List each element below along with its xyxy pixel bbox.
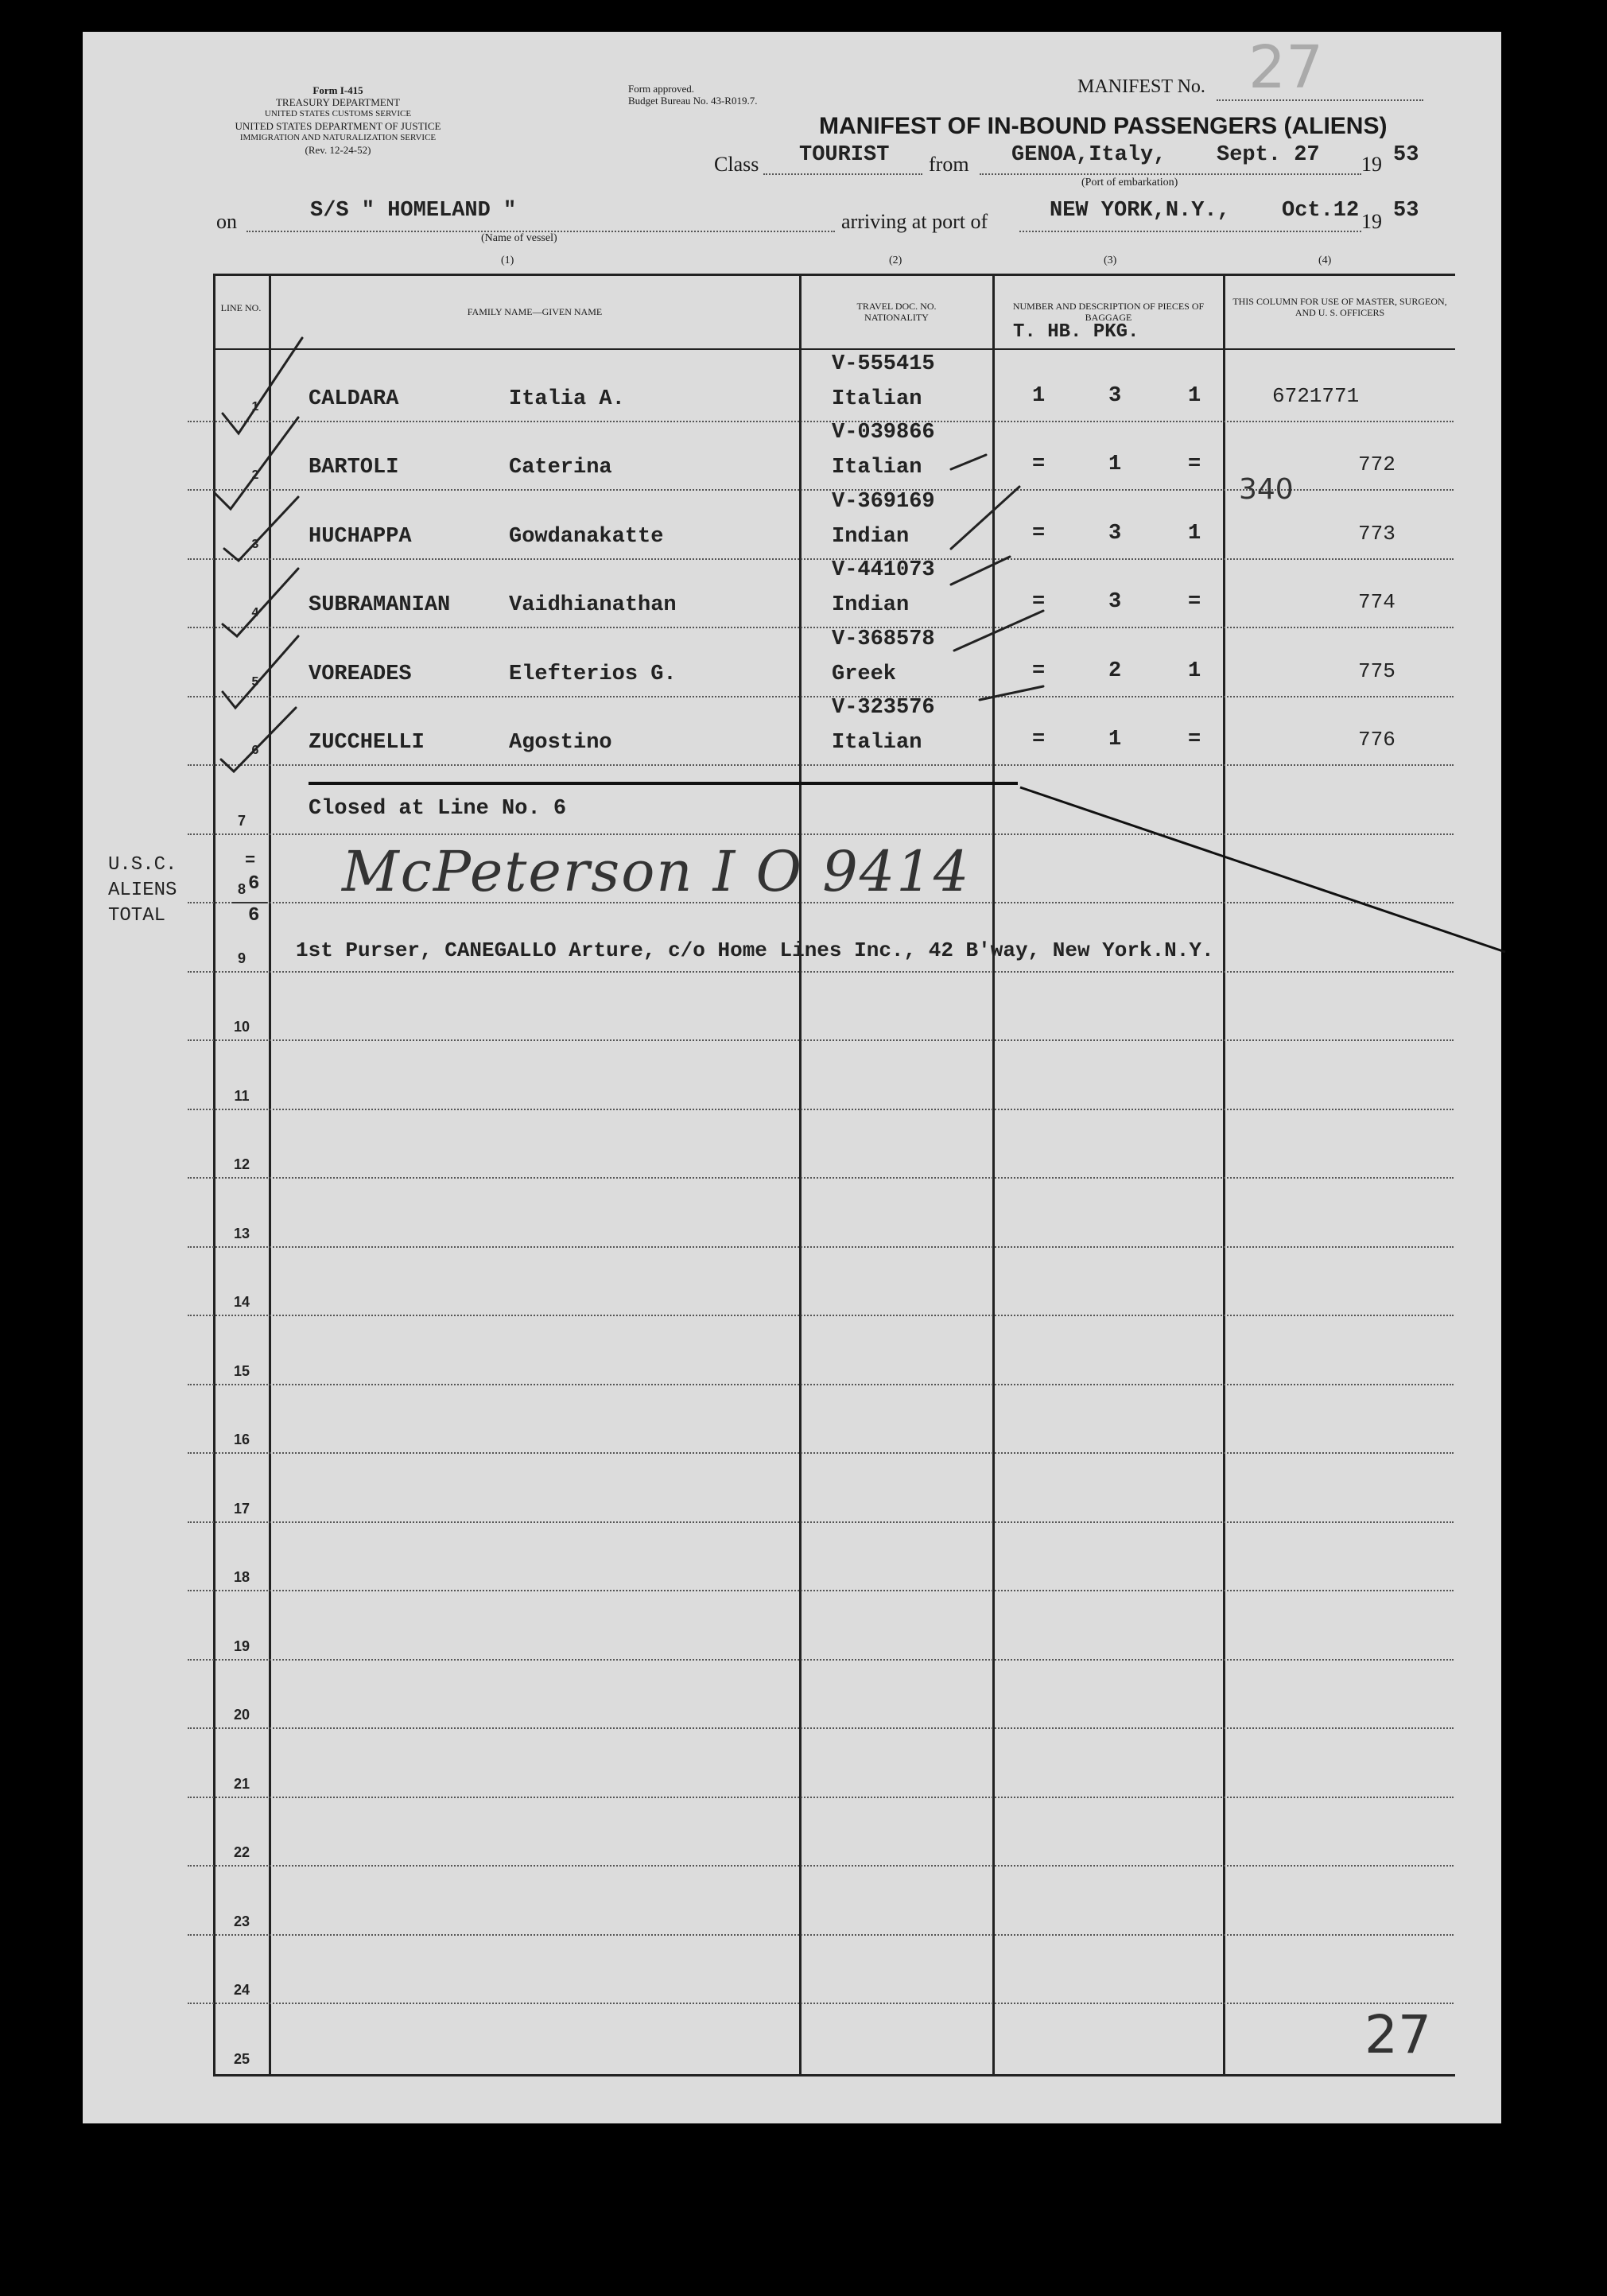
baggage-t: = [1032, 658, 1046, 683]
passenger-given-name: Italia A. [509, 387, 625, 411]
baggage-t: = [1032, 728, 1046, 752]
top-page-number-hand: 27 [1248, 33, 1324, 102]
from-value: GENOA,Italy, [1011, 143, 1166, 167]
nationality: Italian [832, 456, 922, 480]
diagonal-slash [1020, 787, 1505, 952]
line-number: 10 [233, 1019, 250, 1035]
travel-doc-number: V-368578 [832, 627, 935, 651]
baggage-pkg: 1 [1188, 658, 1201, 683]
officer-use-number: 776 [1358, 728, 1395, 752]
margin-aliens: ALIENS [108, 880, 177, 901]
vessel-note: (Name of vessel) [481, 232, 557, 244]
port-note: (Port of embarkation) [1081, 177, 1178, 188]
class-value: TOURIST [799, 143, 890, 167]
arriving-label: arriving at port of [841, 210, 988, 233]
dept-customs: UNITED STATES CUSTOMS SERVICE [264, 109, 412, 118]
header-travel-doc: TRAVEL DOC. NO. NATIONALITY [856, 301, 937, 323]
line-number: 1 [251, 399, 259, 414]
passenger-family-name: SUBRAMANIAN [309, 593, 451, 617]
travel-doc-number: V-441073 [832, 558, 935, 582]
officer-use-number: 775 [1358, 658, 1395, 683]
header-line-no: LINE NO. [220, 302, 262, 313]
year-prefix: 19 [1361, 153, 1382, 176]
margin-val-c: 6 [248, 905, 260, 927]
nationality: Indian [832, 593, 910, 617]
column-number-4: (4) [1318, 254, 1332, 266]
passenger-family-name: ZUCCHELLI [309, 731, 425, 755]
baggage-t: 1 [1032, 383, 1046, 408]
line-number: 7 [237, 812, 246, 829]
tick-doc-6 [980, 686, 1043, 700]
officer-use-number: 772 [1358, 453, 1395, 476]
baggage-pkg: 1 [1188, 383, 1201, 408]
nationality: Italian [832, 731, 922, 755]
officer-use-number: 6721771 [1272, 383, 1360, 408]
line-number: 6 [251, 744, 259, 757]
checkmark [223, 338, 302, 433]
signature: McPeterson I O 9414 [342, 839, 971, 904]
line-number: 23 [233, 1913, 250, 1929]
baggage-hb: 1 [1108, 728, 1122, 752]
baggage-hb: 1 [1108, 453, 1122, 476]
class-label: Class [714, 153, 759, 176]
officer-use-number: 773 [1358, 521, 1395, 546]
baggage-t: = [1032, 590, 1046, 614]
form-approved: Form approved. [628, 83, 695, 95]
dept-justice: UNITED STATES DEPARTMENT OF JUSTICE [235, 120, 441, 132]
baggage-pkg: = [1188, 590, 1201, 614]
travel-doc-number: V-039866 [832, 421, 935, 445]
bottom-page-number-hand: 27 [1364, 2004, 1431, 2065]
dept-ins: IMMIGRATION AND NATURALIZATION SERVICE [239, 133, 437, 142]
line-number: 19 [233, 1638, 250, 1654]
baggage-hb: 3 [1108, 521, 1122, 546]
column-number-2: (2) [889, 254, 902, 266]
passenger-given-name: Gowdanakatte [509, 524, 664, 549]
tick-doc-4 [951, 557, 1010, 585]
line-number: 22 [233, 1844, 250, 1860]
line-number: 13 [233, 1225, 250, 1241]
line-number: 24 [233, 1982, 250, 1998]
baggage-pkg: 1 [1188, 521, 1201, 546]
margin-val-b: 6 [248, 873, 260, 895]
line-number: 25 [233, 2050, 250, 2067]
baggage-pkg: = [1188, 453, 1201, 476]
margin-usc: U.S.C. [108, 854, 177, 876]
tick-doc-2 [951, 455, 986, 469]
manifest-no-label: MANIFEST No. [1077, 76, 1205, 97]
header-family-name: FAMILY NAME—GIVEN NAME [467, 306, 603, 317]
header-officers: THIS COLUMN FOR USE OF MASTER, SURGEON, AND U. S. OFFICERS [1232, 296, 1447, 318]
nationality: Indian [832, 524, 910, 549]
margin-val-a: = [245, 851, 256, 871]
form-revision: (Rev. 12-24-52) [305, 144, 371, 156]
on-label: on [216, 210, 237, 233]
passenger-family-name: CALDARA [309, 387, 399, 411]
line-number: 9 [237, 950, 246, 966]
arrival-date: Oct.12 [1282, 199, 1360, 223]
line-number: 12 [233, 1156, 250, 1172]
arrival-year: 53 [1393, 199, 1419, 223]
closed-text: Closed at Line No. 6 [309, 797, 567, 821]
checkmark [223, 636, 298, 708]
passenger-given-name: Elefterios G. [509, 662, 677, 686]
nationality: Italian [832, 387, 922, 411]
baggage-pkg: = [1188, 728, 1201, 752]
arrival-port: NEW YORK,N.Y., [1050, 199, 1230, 223]
line-number: 16 [233, 1432, 250, 1447]
line-number: 15 [233, 1362, 250, 1379]
passenger-given-name: Agostino [509, 731, 612, 755]
margin-total: TOTAL [108, 905, 166, 927]
line-number: 8 [237, 881, 246, 897]
from-label: from [929, 153, 969, 176]
line-number: 11 [234, 1087, 250, 1104]
line-number: 2 [251, 468, 259, 482]
line-number: 20 [233, 1707, 250, 1723]
departure-year: 53 [1393, 143, 1419, 167]
purser-text: 1st Purser, CANEGALLO Arture, c/o Home Lines Inc., 42 B'way, New York.N.Y. [296, 938, 1214, 962]
baggage-hb: 3 [1108, 383, 1122, 408]
line-number: 18 [233, 1569, 250, 1585]
checkmark [215, 418, 298, 509]
baggage-hb: 2 [1108, 658, 1122, 683]
checkmark [223, 569, 298, 636]
budget-bureau: Budget Bureau No. 43-R019.7. [628, 95, 758, 107]
passenger-family-name: HUCHAPPA [309, 524, 412, 549]
column-number-3: (3) [1104, 254, 1117, 266]
manifest-title: MANIFEST OF IN-BOUND PASSENGERS (ALIENS) [819, 113, 1388, 139]
officer-use-number: 774 [1358, 590, 1395, 614]
line-number: 4 [251, 606, 259, 620]
passenger-family-name: VOREADES [309, 662, 412, 686]
arrival-year-prefix: 19 [1361, 210, 1382, 233]
departure-date: Sept. 27 [1217, 143, 1320, 167]
tick-doc-5 [954, 611, 1043, 651]
travel-doc-number: V-369169 [832, 489, 935, 514]
handwritten-note: 340 [1239, 473, 1294, 506]
travel-doc-number: V-323576 [832, 696, 935, 720]
passenger-given-name: Vaidhianathan [509, 593, 677, 617]
line-number: 14 [233, 1294, 250, 1310]
checkmark [224, 497, 298, 561]
baggage-hb: 3 [1108, 590, 1122, 614]
passenger-family-name: BARTOLI [309, 456, 399, 480]
dept-treasury: TREASURY DEPARTMENT [275, 96, 401, 108]
column-number-1: (1) [501, 254, 514, 266]
vessel-name: S/S " HOMELAND " [310, 199, 517, 223]
tick-doc-3 [951, 487, 1019, 549]
passenger-given-name: Caterina [509, 456, 612, 480]
checkmark [221, 708, 296, 771]
line-number: 3 [251, 537, 259, 551]
form-number: Form I-415 [312, 84, 363, 96]
line-number: 5 [251, 674, 259, 689]
baggage-t: = [1032, 453, 1046, 476]
header-baggage-sub: T. HB. PKG. [1013, 321, 1139, 343]
travel-doc-number: V-555415 [832, 352, 935, 376]
header-baggage: NUMBER AND DESCRIPTION OF PIECES OF BAGGAGE [1012, 301, 1205, 323]
baggage-t: = [1032, 521, 1046, 546]
line-number: 17 [233, 1500, 250, 1517]
nationality: Greek [832, 662, 897, 686]
line-number: 21 [233, 1775, 250, 1792]
